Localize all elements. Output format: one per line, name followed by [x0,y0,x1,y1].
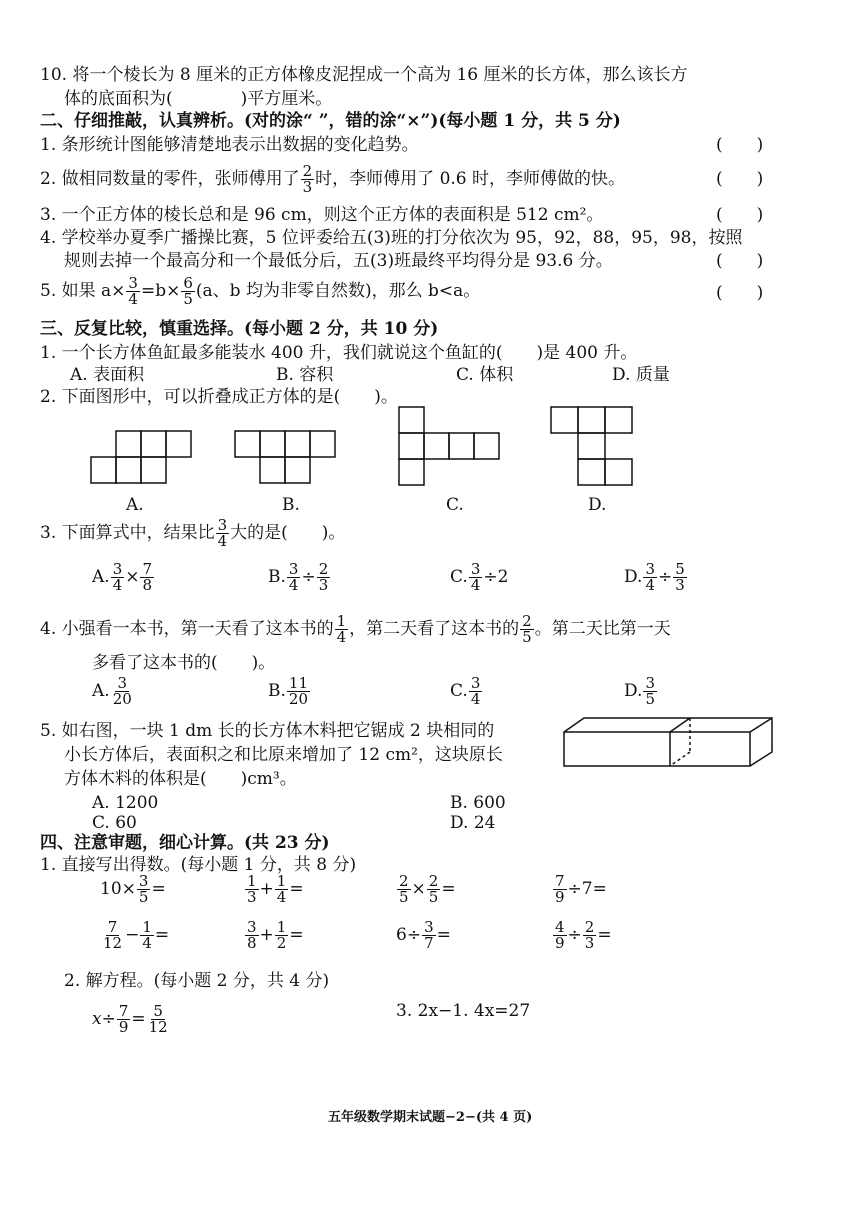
s3-q4-option-a[interactable]: A. $\frac{3}{20}$ [92,674,132,708]
calc-1: 10× $\frac{3}{5}$ = [100,872,166,906]
s3-q2-label-a[interactable]: A. [126,495,144,515]
q10-line2: 体的底面积为( )平方厘米。 [64,89,333,109]
s3-q4-stem: 4. 小强看一本书，第一天看了这本书的 $\frac{1}{4}$ ，第二天看了这本书的 $\frac{2}{5}$ 。第二天比第一天 [40,612,671,646]
s3-q5-option-c[interactable]: C. 60 [92,813,137,833]
s3-q2-label-c[interactable]: C. [446,495,464,515]
s3-q3-option-d[interactable]: D. $\frac{3}{4}$ ÷ $\frac{5}{3}$ [624,560,685,594]
s3-q1-option-d[interactable]: D. 质量 [612,365,670,385]
s3-q2-label-d[interactable]: D. [588,495,607,515]
calc-2: $\frac{1}{3}$ + $\frac{1}{4}$ = [247,872,304,906]
s2-item5-answer[interactable]: ( ) [716,283,764,303]
s3-q5-line3: 方体木料的体积是( )cm³。 [64,769,297,789]
s3-q1-option-b[interactable]: B. 容积 [276,365,334,385]
s3-q3-option-a[interactable]: A. $\frac{3}{4}$ × $\frac{7}{8}$ [92,560,153,594]
s3-q4-line2: 多看了这本书的( )。 [92,653,276,673]
calc-4: $\frac{7}{9}$ ÷7= [555,872,607,906]
s2-item5: 5. 如果 a× $\frac{3}{4}$ =b× $\frac{6}{5}$ (a、b 均为非零自然数)，那么 b<a。 [40,274,481,308]
s2-item3-answer[interactable]: ( ) [716,205,764,225]
s3-q5-line2: 小长方体后，表面积之和比原来增加了 12 cm²，这块原长 [64,745,503,765]
s2-item2: 2. 做相同数量的零件，张师傅用了 $\frac{2}{3}$ 时，李师傅用了 0.6 时，李师傅做的快。 [40,162,626,196]
section2-title: 二、仔细推敲，认真辨析。(对的涂“ ”，错的涂“×”)(每小题 1 分，共 5 分) [40,111,621,131]
s3-q2-stem: 2. 下面图形中，可以折叠成正方体的是( )。 [40,387,398,407]
calc-7: 6÷ $\frac{3}{7}$ = [396,918,451,952]
s3-q5-option-a[interactable]: A. 1200 [92,793,159,813]
s3-q4-option-b[interactable]: B. $\frac{11}{20}$ [268,674,308,708]
q10-line1: 10. 将一个棱长为 8 厘米的正方体橡皮泥捏成一个高为 16 厘米的长方体，那么该长方 [40,65,688,85]
s3-q2-label-b[interactable]: B. [282,495,300,515]
s2-item4-answer[interactable]: ( ) [716,251,764,271]
s2-item4-line1: 4. 学校举办夏季广播操比赛，5 位评委给五(3)班的打分依次为 95，92，88，95，98，按照 [40,228,743,248]
s3-q3-option-c[interactable]: C. $\frac{3}{4}$ ÷2 [450,560,509,594]
s3-q1-stem: 1. 一个长方体鱼缸最多能装水 400 升，我们就说这个鱼缸的( )是 400 升。 [40,343,638,363]
cube-net-d [550,406,634,486]
calc-5: $\frac{7}{12}$ − $\frac{1}{4}$ = [103,918,170,952]
s3-q5-option-b[interactable]: B. 600 [450,793,506,813]
s2-item2-answer[interactable]: ( ) [716,169,764,189]
page-footer: 五年级数学期末试题−2−(共 4 页) [328,1110,533,1125]
s4-sub2: 2. 解方程。(每小题 2 分，共 4 分) [64,971,330,991]
cuboid-figure [560,716,780,770]
cube-net-a [90,430,194,484]
s4-sub1: 1. 直接写出得数。(每小题 1 分，共 8 分) [40,855,357,875]
calc-6: $\frac{3}{8}$ + $\frac{1}{2}$ = [247,918,304,952]
cube-net-b [234,430,338,484]
equation-3: 3. 2x−1. 4x=27 [396,1001,531,1021]
s3-q3-option-b[interactable]: B. $\frac{3}{4}$ ÷ $\frac{2}{3}$ [268,560,329,594]
s3-q4-option-d[interactable]: D. $\frac{3}{5}$ [624,674,655,708]
s3-q5-option-d[interactable]: D. 24 [450,813,496,833]
s3-q4-option-c[interactable]: C. $\frac{3}{4}$ [450,674,481,708]
s3-q1-option-c[interactable]: C. 体积 [456,365,514,385]
s2-item3: 3. 一个正方体的棱长总和是 96 cm，则这个正方体的表面积是 512 cm²。 [40,205,604,225]
s3-q3-stem: 3. 下面算式中，结果比 $\frac{3}{4}$ 大的是( )。 [40,516,346,550]
s3-q5-line1: 5. 如右图，一块 1 dm 长的长方体木料把它锯成 2 块相同的 [40,721,495,741]
cube-net-c [398,406,502,486]
s2-item4-line2: 规则去掉一个最高分和一个最低分后，五(3)班最终平均得分是 93.6 分。 [64,251,613,271]
calc-8: $\frac{4}{9}$ ÷ $\frac{2}{3}$ = [555,918,612,952]
equation-1: x÷ $\frac{7}{9}$ = $\frac{5}{12}$ [92,1002,168,1036]
s2-item1: 1. 条形统计图能够清楚地表示出数据的变化趋势。 [40,135,419,155]
section4-title: 四、注意审题，细心计算。(共 23 分) [40,833,330,853]
s3-q1-option-a[interactable]: A. 表面积 [70,365,145,385]
calc-3: $\frac{2}{5}$ × $\frac{2}{5}$ = [399,872,456,906]
section3-title: 三、反复比较，慎重选择。(每小题 2 分，共 10 分) [40,319,439,339]
s2-item1-answer[interactable]: ( ) [716,135,764,155]
